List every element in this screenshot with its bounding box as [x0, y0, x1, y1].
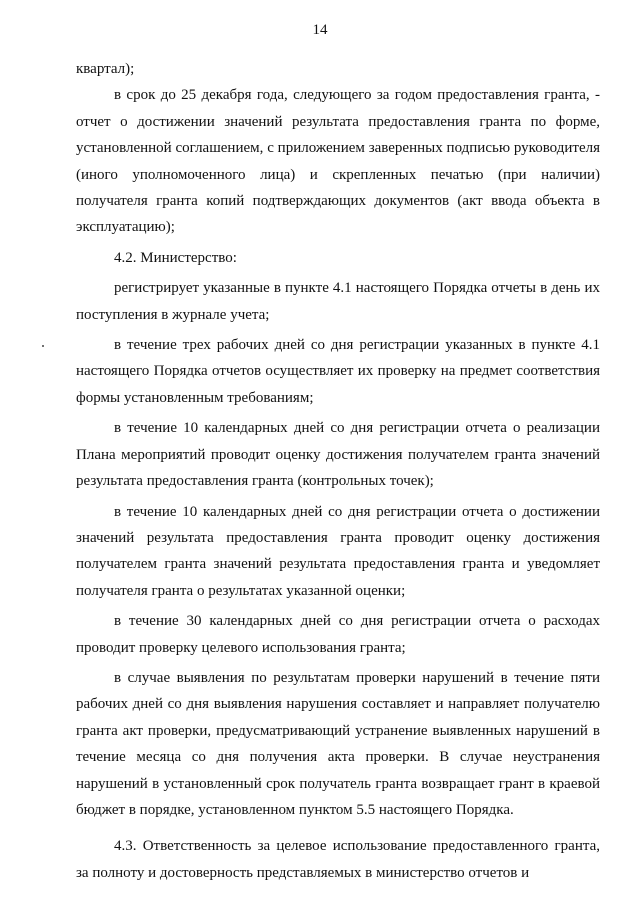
paragraph-verification: в течение трех рабочих дней со дня регистрации указанных в пункте 4.1 настоящего Порядка отчетов осуществляет их проверку на предмет соответствия формы установленным требованиям;	[76, 337, 600, 406]
scan-speck	[42, 345, 44, 347]
document-body	[76, 56, 600, 886]
page-number: 14	[312, 22, 328, 38]
paragraph-continuation: квартал);	[76, 61, 135, 77]
paragraph-expense-check: в течение 30 календарных дней со дня регистрации отчета о расходах проводит проверку целевого использования гранта;	[76, 613, 600, 656]
paragraph-report-deadline: в срок до 25 декабря года, следующего за годом предоставления гранта, - отчет о достижении значений результата предоставления гранта по форме, установленной соглашением, с приложением заверенных подписью руководителя (иного уполномоченного лица) и скрепленных печатью (при наличии) получателя гранта копий подтверждающих документов (акт ввода объекта в эксплуатацию);	[76, 87, 600, 236]
paragraph-results-assessment: в течение 10 календарных дней со дня регистрации отчета о достижении значений результата предоставления гранта проводит оценку достижения получателем гранта значений результата предоставления гранта и уведомляет получателя гранта о результатах указанной оценки;	[76, 503, 600, 599]
paragraph-registration: регистрирует указанные в пункте 4.1 настоящего Порядка отчеты в день их поступления в журнале учета;	[76, 280, 600, 323]
section-4-3: 4.3. Ответственность за целевое использование предоставленного гранта, за полноту и достоверность представляемых в министерство отчетов и	[76, 838, 600, 881]
paragraph-plan-assessment: в течение 10 календарных дней со дня регистрации отчета о реализации Плана мероприятий проводит оценку достижения получателем гранта значений результата предоставления гранта (контрольных точек);	[76, 420, 600, 490]
paragraph-violations: в случае выявления по результатам проверки нарушений в течение пяти рабочих дней со дня выявления нарушения составляет и направляет получателю гранта акт проверки, предусматривающий устранение выявленных нарушений в течение месяца со дня получения акта проверки. В случае неустранения нарушений в установленный срок получатель гранта возвращает грант в краевой бюджет в порядке, установленном пунктом 5.5 настоящего Порядка.	[76, 669, 600, 818]
section-heading-4-2: 4.2. Министерство:	[114, 249, 237, 266]
